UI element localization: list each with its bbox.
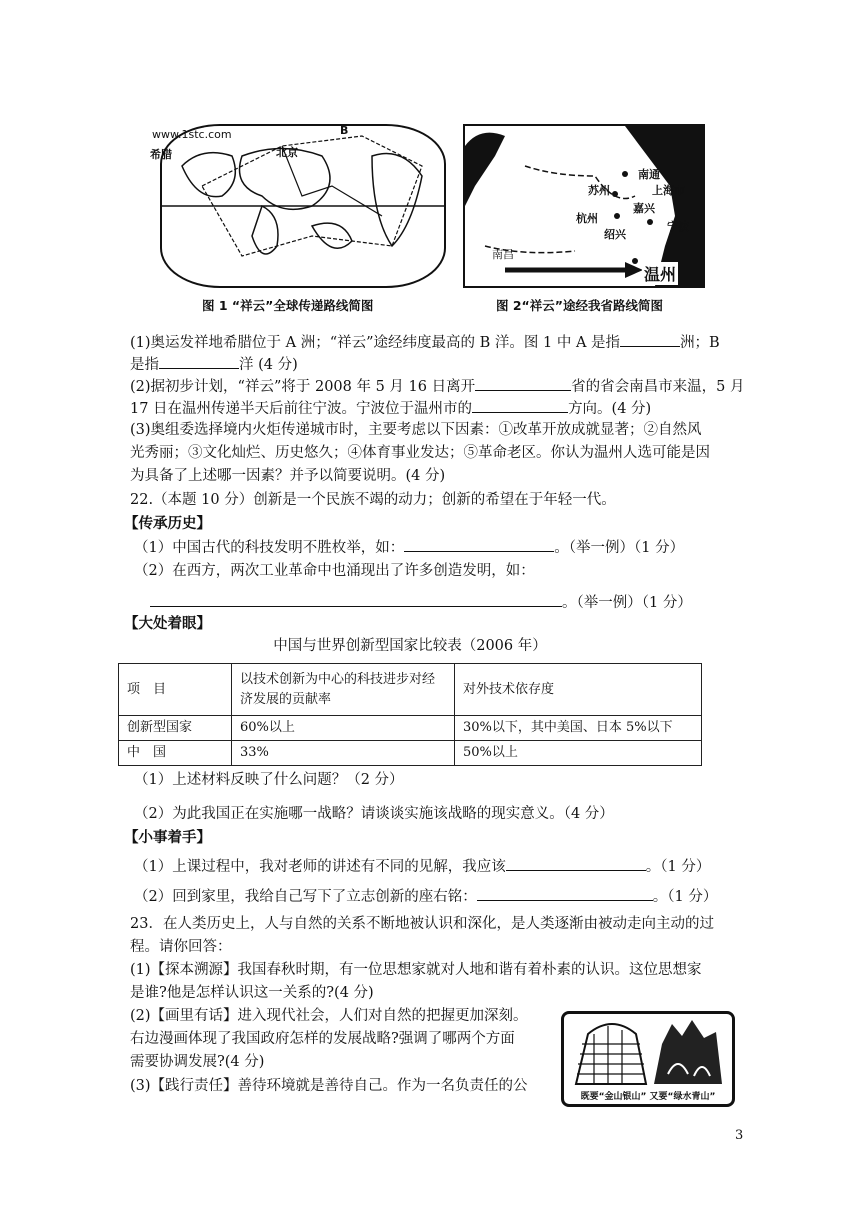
- q22-h1-q1-tail: 。（举一例）（1 分）: [554, 540, 685, 556]
- q22-h3-q1: [134, 856, 710, 877]
- q23-intro-line1: 23．在人类历史上，人与自然的关系不断地被认识和深化，是人类逐渐由被动走向主动的过: [130, 916, 714, 932]
- q21-p2-line2: [130, 398, 651, 419]
- q21-p3-line2: 光秀丽；③文化灿烂、历史悠久；④体育事业发达；⑤革命老区。你认为温州人选可能是因: [130, 445, 710, 461]
- q21-p2-tail: 省的省会南昌市来温，5 月: [571, 379, 745, 395]
- q22-h1-q2: （2）在西方，两次工业革命中也涌现出了许多创造发明，如：: [134, 563, 535, 579]
- q23-p1-line2: 是谁?他是怎样认识这一关系的?(4 分): [130, 985, 374, 1001]
- q21-p1-line2-tail: 洋 (4 分): [239, 357, 298, 373]
- table-header-cell: 项 目: [119, 664, 232, 716]
- figure-1-caption: 图 1 “祥云”全球传递路线简图: [202, 298, 374, 313]
- cartoon-caption: 既要“金山银山” 又要“绿水青山”: [580, 1092, 716, 1102]
- q22-intro: 22.（本题 10 分）创新是一个民族不竭的动力；创新的希望在于年轻一代。: [130, 492, 616, 508]
- map-label-greece: 希腊: [150, 148, 172, 161]
- q21-p1-line1: [130, 332, 720, 353]
- page-number: 3: [735, 1128, 744, 1143]
- blank-class-response: [506, 856, 646, 871]
- table-header-cell: 以技术创新为中心的科技进步对经济发展的贡献率: [232, 664, 455, 716]
- table-row: [119, 716, 702, 741]
- q22-h3-q2-head: （2）回到家里，我给自己写下了立志创新的座右铭：: [134, 889, 477, 905]
- q22-h3-q1-head: （1）上课过程中，我对老师的讲述有不同的见解，我应该: [134, 859, 506, 875]
- map-label-hangzhou: 杭州: [576, 212, 598, 225]
- q21-p2-line1: [130, 376, 744, 397]
- blank-ancient-invention: [404, 537, 554, 552]
- map-label-shaoxing: 绍兴: [604, 228, 626, 241]
- q21-p3-line1: (3)奥组委选择境内火炬传递城市时，主要考虑以下因素：①改革开放成就显著；②自然风: [130, 422, 702, 438]
- q22-h1-q2-tail: 。（举一例）（1 分）: [562, 595, 692, 611]
- q21-p3-line3: 为具备了上述哪一因素？并予以简要说明。(4 分): [130, 468, 446, 484]
- q22-h1-q1-head: （1）中国古代的科技发明不胜枚举，如：: [134, 540, 405, 556]
- q23-p2-line2: 右边漫画体现了我国政府怎样的发展战略?强调了哪两个方面: [130, 1031, 515, 1047]
- q22-h1-q1: [134, 537, 684, 558]
- cartoon-image: [561, 1011, 735, 1107]
- blank-western-invention: [150, 592, 562, 607]
- blank-continent: [620, 332, 680, 347]
- q23-p3-line1: (3)【践行责任】善待环境就是善待自己。作为一名负责任的公: [130, 1078, 528, 1094]
- blank-province: [475, 376, 571, 391]
- q22-h3-q2: [134, 886, 717, 907]
- table-caption: 中国与世界创新型国家比较表（2006 年）: [273, 638, 547, 654]
- q21-p2-head: (2)据初步计划，“祥云”将于 2008 年 5 月 16 日离开: [130, 379, 476, 395]
- q21-p1-line2-head: 是指: [130, 357, 159, 373]
- q22-h2-q2: （2）为此我国正在实施哪一战略？请谈谈实施该战略的现实意义。（4 分）: [134, 806, 614, 822]
- q21-p2-line2-head: 17 日在温州传递半天后前往宁波。宁波位于温州市的: [130, 401, 473, 417]
- q21-p1-line2: [130, 354, 298, 375]
- q23-p2-line1: (2)【画里有话】进入现代社会，人们对自然的把握更加深刻。: [130, 1008, 528, 1024]
- q23-p2-line3: 需要协调发展?(4 分): [130, 1054, 265, 1070]
- q22-heading-small-things: 【小事着手】: [124, 829, 211, 846]
- blank-ocean: [159, 354, 239, 369]
- blank-direction: [472, 398, 568, 413]
- map-label-b: B: [340, 124, 349, 137]
- comparison-table: [118, 663, 702, 766]
- blank-motto: [477, 886, 653, 901]
- q21-p2-line2-tail: 方向。(4 分): [568, 401, 652, 417]
- table-cell: 30%以下，其中美国、日本 5%以下: [455, 716, 702, 741]
- table-cell: 60%以上: [232, 716, 455, 741]
- q22-h1-q2-answer: [150, 592, 692, 613]
- map-label-shanghai: 上海市: [652, 184, 685, 197]
- table-header-cell: 对外技术依存度: [455, 664, 702, 716]
- table-cell: 33%: [232, 741, 455, 766]
- figure-1-world-map: [160, 124, 446, 288]
- map-label-suzhou: 苏州: [588, 184, 610, 197]
- map-label-wenzhou: 温州: [642, 262, 678, 285]
- figure-2-caption: 图 2“祥云”途经我省路线简图: [496, 298, 663, 313]
- table-cell: 中 国: [119, 741, 232, 766]
- q22-h3-q2-tail: 。（1 分）: [652, 889, 718, 905]
- q21-p1-text: (1)奥运发祥地希腊位于 A 洲；“祥云”途经纬度最高的 B 洋。图 1 中 A 是指: [130, 335, 621, 351]
- map-label-beijing: 北京: [276, 146, 298, 159]
- table-cell: 50%以上: [455, 741, 702, 766]
- table-cell: 创新型国家: [119, 716, 232, 741]
- q22-h3-q1-tail: 。（1 分）: [645, 859, 711, 875]
- table-row: [119, 741, 702, 766]
- q23-intro-line2: 程。请你回答：: [130, 939, 232, 955]
- cartoon-mountains: [564, 1014, 732, 1088]
- world-route-map: [162, 126, 444, 286]
- table-header-row: [119, 664, 702, 716]
- q22-h2-q1: （1）上述材料反映了什么问题？（2 分）: [134, 772, 404, 788]
- map-label-ningbo: 宁波: [667, 220, 689, 233]
- map-label-nantong: 南通: [638, 168, 660, 181]
- map-label-nanchang: 南昌: [492, 248, 514, 261]
- q21-p1-tail: 洲；B: [680, 335, 720, 351]
- q22-heading-history: 【传承历史】: [124, 515, 211, 532]
- q23-p1-line1: (1)【探本溯源】我国春秋时期，有一位思想家就对人地和谐有着朴素的认识。这位思想家: [130, 962, 702, 978]
- map-watermark: www.1stc.com: [152, 128, 232, 141]
- map-label-jiaxing: 嘉兴: [633, 202, 655, 215]
- q22-heading-big-picture: 【大处着眼】: [124, 615, 211, 632]
